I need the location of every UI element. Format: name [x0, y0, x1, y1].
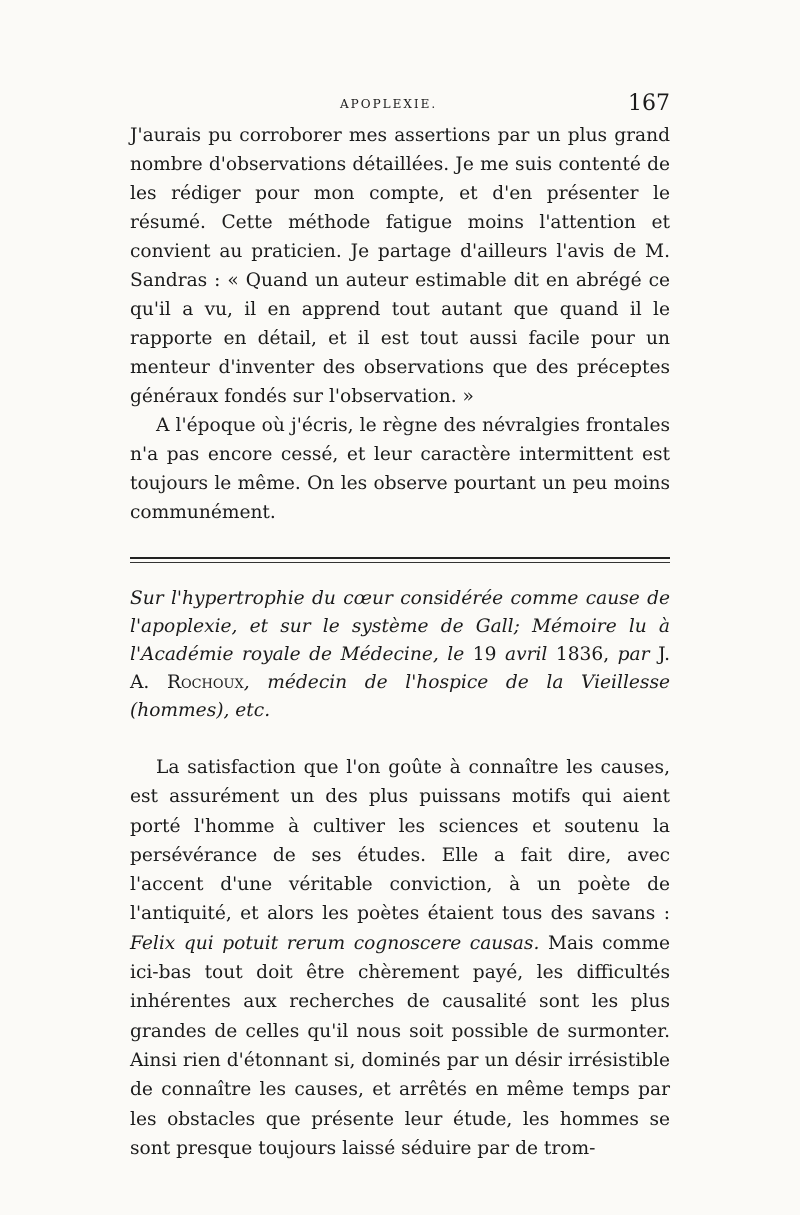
article-title-year: 1836,: [555, 644, 610, 665]
paragraph-nevralgies: A l'époque où j'écris, le règne des névralgies frontales n'a pas encore cessé, et leur caractère intermittent est toujours le même. On les observe pourtant un peu moins communément.: [130, 415, 670, 523]
divider-thick-rule: [130, 557, 670, 559]
latin-quote: Felix qui potuit rerum cognoscere causas.: [130, 932, 540, 954]
section-divider: [130, 557, 670, 563]
article-body-paragraph: [130, 753, 670, 1163]
spacer: [130, 725, 670, 753]
article-title: [130, 585, 670, 725]
article-title-month: avril: [504, 644, 548, 665]
body-text-after-quote: Mais comme ici-bas tout doit être chèrement payé, les difficultés inhérentes aux recherches de causalité sont les plus grandes de celles qu'il nous soit possible de surmonter. Ainsi rien d'étonnant si, dominés par un désir irrésistible de connaître les causes, et arrêtés en même temps par les obstacles que présente leur étude, les hommes se sont presque toujours laissé séduire par de trom-: [130, 932, 670, 1159]
article-title-affiliation: , médecin de l'hospice de la Vieillesse (hommes), etc.: [130, 672, 670, 721]
running-head: [130, 91, 670, 121]
article-title-part-1: Sur l'hypertrophie du cœur considérée comme cause de l'apoplexie, et sur le système de Gall; Mémoire lu à l'Académie royale de Médecine, le: [130, 588, 670, 665]
page-number: 167: [628, 91, 670, 116]
book-page: [130, 91, 670, 1163]
body-text-before-quote: La satisfaction que l'on goûte à connaître les causes, est assurément un des plus puissans motifs qui aient porté l'homme à cultiver les sciences et soutenu la persévérance de ses études. Elle a fait dire, avec l'accent d'une véritable conviction, à un poète de l'antiquité, et alors les poètes étaient tous des savans :: [130, 757, 670, 925]
article-title-date: 19: [472, 644, 497, 665]
article-title-par: par: [617, 644, 650, 665]
author-name: Rochoux: [166, 672, 244, 693]
running-title: APOPLEXIE.: [340, 97, 438, 111]
author-initials: J. A.: [130, 644, 670, 693]
paragraph-observations: J'aurais pu corroborer mes assertions par un plus grand nombre d'observations détaillées. Je me suis contenté de les rédiger pour mon compte, et d'en présenter le résumé. Cette méthode fatigue moins l'attention et convient au praticien. Je partage d'ailleurs l'avis de M. Sandras : « Quand un auteur estimable dit en abrégé ce qu'il a vu, il en apprend tout autant que quand il le rapporte en détail, et il est tout aussi facile pour un menteur d'inventer des observations que des préceptes généraux fondés sur l'observation. »: [130, 125, 670, 407]
divider-thin-rule: [130, 562, 670, 563]
